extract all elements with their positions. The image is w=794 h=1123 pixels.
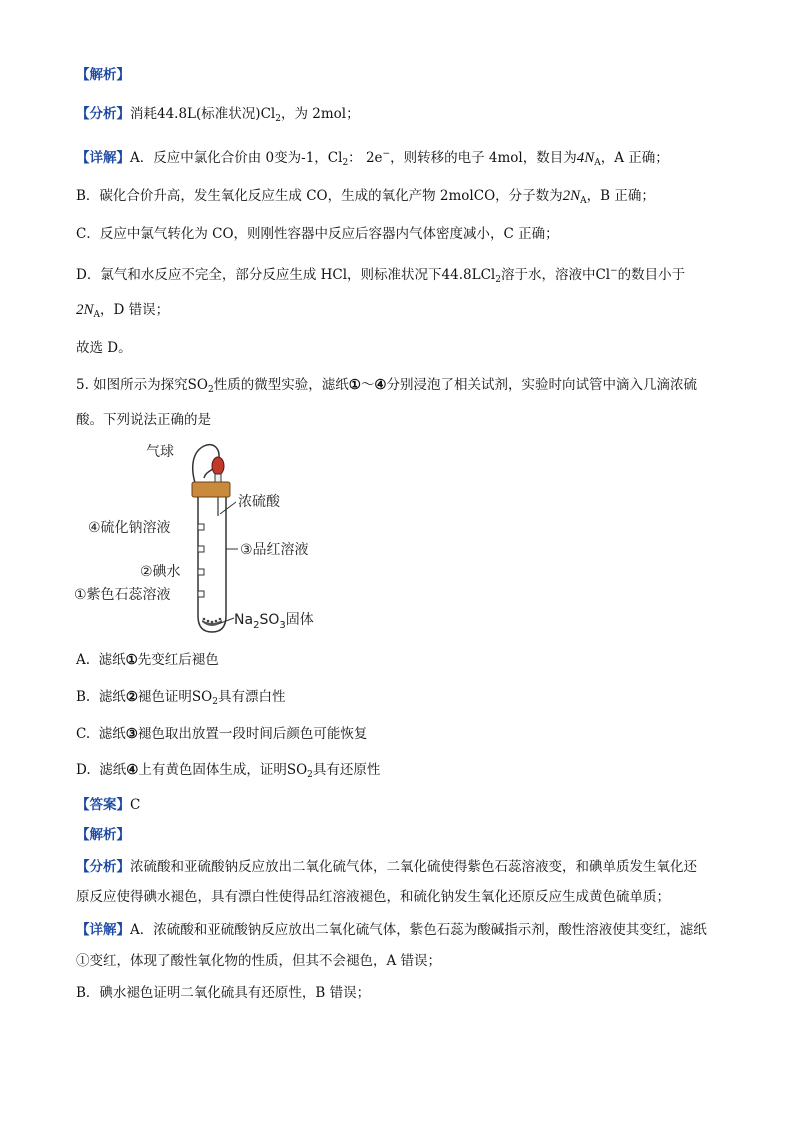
xiangjie-label: 【详解】 <box>76 150 130 166</box>
text: ，则转移的电子 4mol，数目为 <box>390 150 577 166</box>
text: D．氯气和水反应不完全，部分反应生成 HCl，则标准状况下 <box>76 267 442 283</box>
subscript: 2 <box>495 275 501 285</box>
label-acid: 浓硫酸 <box>238 494 280 510</box>
text: B．碘水褪色证明二氧化硫具有还原性，B 错误； <box>76 985 371 1001</box>
text: 性质的微型实验，滤纸 <box>213 377 349 393</box>
option-c <box>76 725 367 743</box>
xiangjie-option-c <box>76 225 559 243</box>
subscript: 2 <box>342 158 349 168</box>
option-label: D. <box>76 762 91 778</box>
q5-stem-line-2 <box>76 411 211 429</box>
text: 具有漂白性 <box>217 689 286 705</box>
answer-value: C <box>130 797 141 813</box>
text: 5. 如图所示为探究 <box>76 377 188 393</box>
text: 分别浸泡了相关试剂，实验时向试管中滴入几滴浓硫 <box>386 377 697 393</box>
circled-number: ② <box>125 689 138 705</box>
label-solid <box>234 611 314 631</box>
text: 褪色证明 <box>137 689 192 705</box>
text: 酸。下列说法正确的是 <box>76 412 211 428</box>
label-balloon: 气球 <box>146 444 174 460</box>
answer-label: 【答案】 <box>76 797 130 813</box>
text: 44.8L <box>157 106 197 122</box>
text: A．反应中氯化合价由 0变为-1， <box>130 150 328 166</box>
circled-number: ① <box>348 377 361 393</box>
text: C．反应中氯气转化为 CO，则刚性容器中反应后容器内气体密度减小，C 正确； <box>76 226 559 242</box>
q5-fenxi-line-2 <box>76 888 670 906</box>
test-tube <box>198 497 226 632</box>
subscript: 2 <box>208 385 214 395</box>
filter-paper-4 <box>198 524 204 530</box>
text: Cl <box>260 106 276 122</box>
text: SO <box>191 689 213 705</box>
filter-paper-2 <box>198 569 204 575</box>
text: SO <box>259 612 280 628</box>
subscript: 2 <box>275 114 281 124</box>
circled-number: ④ <box>374 377 387 393</box>
q5-fenxi-line-1 <box>76 858 697 876</box>
subscript: A <box>580 196 587 206</box>
formula: 2N <box>562 188 581 204</box>
guxuan-line <box>76 339 132 357</box>
text: 故选 D。 <box>76 340 132 356</box>
label-4: ④硫化钠溶液 <box>88 520 171 536</box>
option-label: B. <box>76 689 91 705</box>
fenxi-paragraph-1 <box>76 105 360 128</box>
q5-xiangjie-line-1 <box>76 921 707 939</box>
text: 上有黄色固体生成，证明 <box>138 762 287 778</box>
circled-number: ① <box>125 652 138 668</box>
jiexi-label: 【解析】 <box>76 827 130 843</box>
text: SO <box>286 762 308 778</box>
option-d <box>76 761 380 784</box>
text: 滤纸 <box>99 762 127 778</box>
jiexi-label: 【解析】 <box>76 67 130 83</box>
xiangjie-option-b <box>76 187 655 210</box>
subscript: A <box>93 310 101 320</box>
xiangjie-option-d-cont <box>76 301 169 324</box>
text: Na <box>234 612 254 628</box>
xiangjie-option-d <box>76 262 685 289</box>
label-2: ②碘水 <box>140 564 181 580</box>
option-a <box>76 651 219 669</box>
fenxi-label: 【分析】 <box>76 106 130 122</box>
jiexi-heading-1 <box>76 66 130 84</box>
text: 先变红后褪色 <box>137 652 219 668</box>
text: 浓硫酸和亚硫酸钠反应放出二氧化硫气体，二氧化硫使得紫色石蕊溶液变，和碘单质发生氧化还 <box>130 859 697 875</box>
text: 原反应使得碘水褪色，具有漂白性使得品红溶液褪色，和硫化钠发生氧化还原反应生成黄色硫单质； <box>76 889 670 905</box>
text: SO <box>187 377 208 393</box>
text: ，A 正确； <box>600 150 669 166</box>
text: ，为 2mol； <box>280 106 360 122</box>
text: 消耗 <box>130 106 157 122</box>
text: ，B 正确； <box>586 188 655 204</box>
text: 褪色取出放置一段时间后颜色可能恢复 <box>137 726 368 742</box>
jiexi-heading-2 <box>76 826 130 844</box>
subscript: 3 <box>279 620 286 631</box>
text: 的数目小于 <box>617 267 686 283</box>
q5-xiangjie-line-3 <box>76 984 370 1002</box>
option-label: C. <box>76 726 91 742</box>
text: 溶于水，溶液中 <box>500 267 596 283</box>
text: ，D 错误； <box>100 302 170 318</box>
option-b <box>76 688 285 711</box>
formula: 2N <box>76 302 94 318</box>
apparatus-diagram <box>74 438 340 638</box>
subscript: 2 <box>307 770 313 780</box>
superscript: − <box>610 266 618 276</box>
subscript: 2 <box>212 697 218 707</box>
option-label: A. <box>76 652 91 668</box>
text: (标准状况) <box>196 106 261 122</box>
label-3: ③品红溶液 <box>240 542 309 558</box>
text: 滤纸 <box>98 652 126 668</box>
text: ～ <box>360 377 375 393</box>
text: Cl <box>327 150 343 166</box>
circled-number: ④ <box>126 762 139 778</box>
filter-paper-1 <box>198 591 204 597</box>
answer-line <box>76 796 140 814</box>
text: Cl <box>595 267 611 283</box>
text: 滤纸 <box>98 726 126 742</box>
text: ①变红，体现了酸性氧化物的性质，但其不会褪色，A 错误； <box>76 953 442 969</box>
xiangjie-label: 【详解】 <box>76 922 130 938</box>
subscript: 2 <box>253 620 260 631</box>
q5-stem-line-1 <box>76 376 697 399</box>
text: B．碳化合价升高，发生氧化反应生成 CO，生成的氧化产物 2molCO，分子数为 <box>76 188 563 204</box>
fenxi-label: 【分析】 <box>76 859 130 875</box>
q5-xiangjie-line-2 <box>76 952 441 970</box>
superscript: − <box>382 149 391 159</box>
text: 固体 <box>285 612 314 628</box>
formula: 4N <box>576 150 595 166</box>
label-1: ①紫色石蕊溶液 <box>74 587 171 603</box>
text: 44.8LCl <box>441 267 496 283</box>
circled-number: ③ <box>125 726 138 742</box>
subscript: A <box>594 158 601 168</box>
text: A．浓硫酸和亚硫酸钠反应放出二氧化硫气体，紫色石蕊为酸碱指示剂，酸性溶液使其变红，滤纸 <box>130 922 707 938</box>
text: ： 2e <box>348 150 383 166</box>
stopper <box>192 482 230 497</box>
xiangjie-option-a <box>76 145 669 172</box>
text: 滤纸 <box>98 689 126 705</box>
text: 具有还原性 <box>312 762 381 778</box>
filter-paper-3 <box>198 546 204 552</box>
